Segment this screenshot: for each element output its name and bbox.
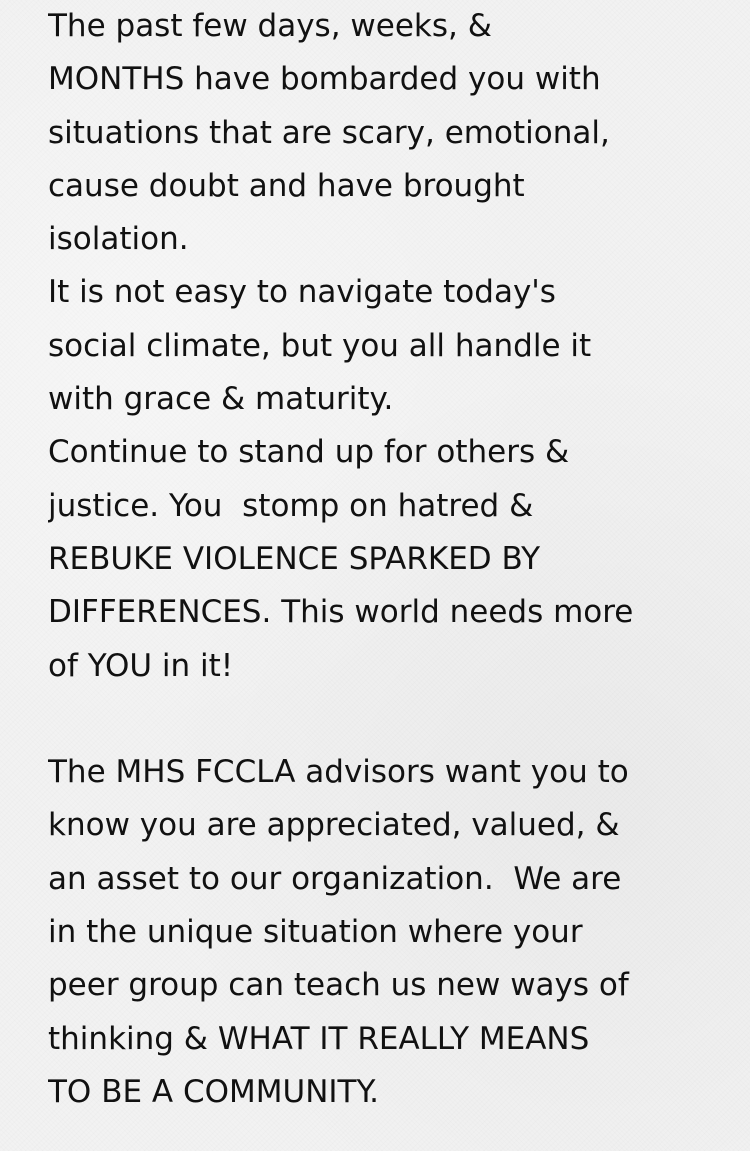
note-line: justice. You stomp on hatred &	[48, 487, 534, 524]
note-line: know you are appreciated, valued, &	[48, 807, 620, 844]
note-line: It is not easy to navigate today's	[48, 274, 556, 311]
note-line: an asset to our organization. We are	[48, 860, 622, 897]
note-line: The MHS FCCLA advisors want you to	[48, 754, 629, 791]
note-line: social climate, but you all handle it	[48, 327, 592, 364]
note-line: REBUKE VIOLENCE SPARKED BY	[48, 540, 541, 577]
note-line: The past few days, weeks, &	[48, 8, 492, 44]
note-line: thinking & WHAT IT REALLY MEANS	[48, 1020, 590, 1057]
note-line: in the unique situation where your	[48, 914, 583, 951]
note-line: of YOU in it!	[48, 647, 234, 684]
note-line: TO BE A COMMUNITY.	[48, 1073, 379, 1110]
paragraph-break	[48, 693, 728, 746]
note-line: peer group can teach us new ways of	[48, 967, 629, 1004]
note-line: MONTHS have bombarded you with	[48, 61, 601, 98]
note-line: situations that are scary, emotional,	[48, 114, 610, 151]
note-line: cause doubt and have brought	[48, 167, 525, 204]
note-body	[48, 0, 728, 1119]
note-line: Continue to stand up for others &	[48, 434, 570, 471]
note-line: isolation.	[48, 221, 189, 258]
note-line: DIFFERENCES. This world needs more	[48, 594, 634, 631]
note-line: with grace & maturity.	[48, 381, 394, 418]
